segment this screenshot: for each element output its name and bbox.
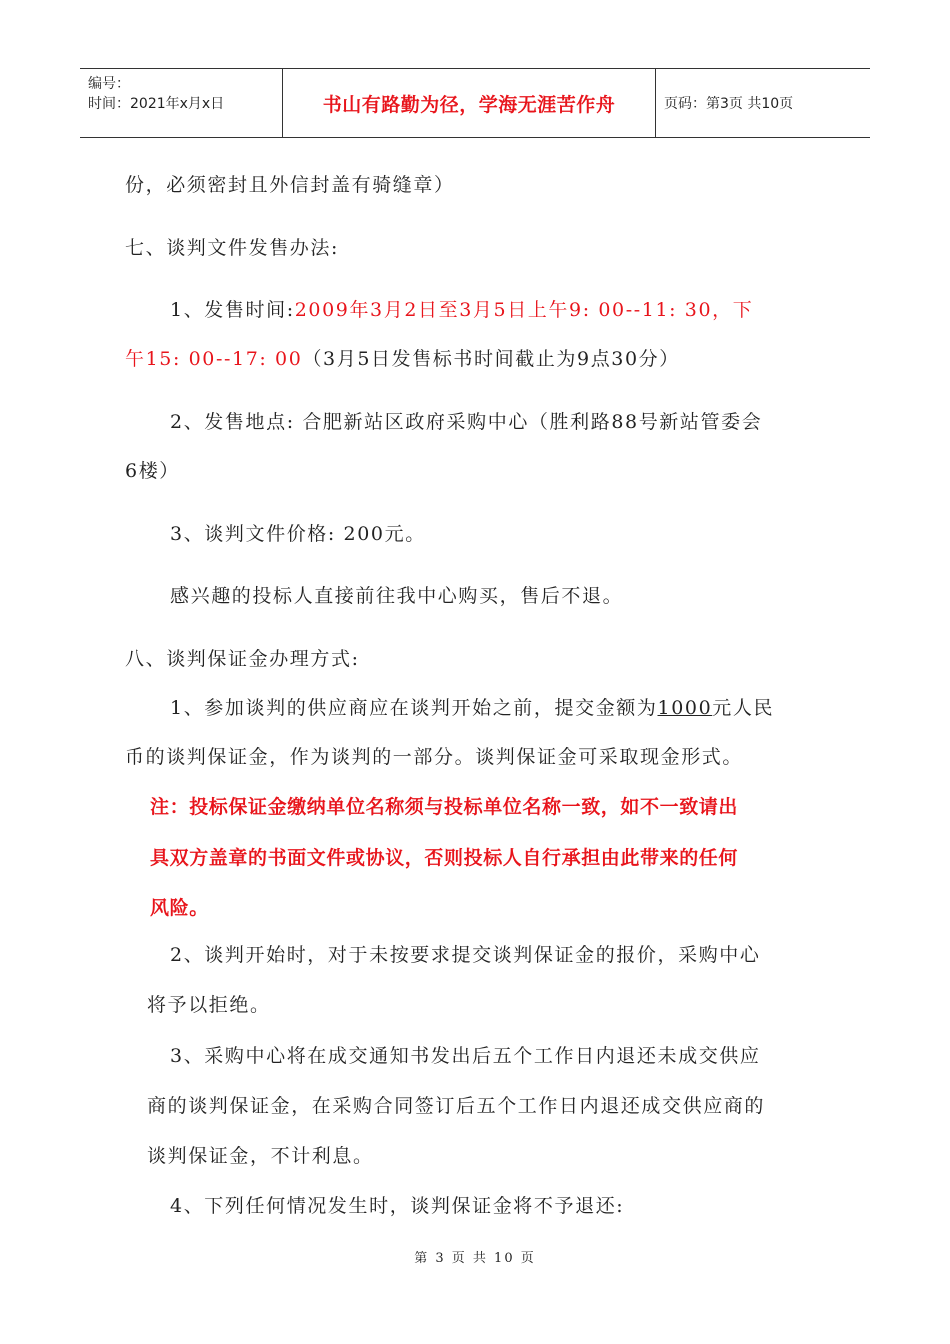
deposit-amount: 1000 — [657, 697, 713, 719]
sale-time-line-1 — [170, 297, 753, 323]
header-page-code: 页码：第3页 共10页 — [664, 96, 794, 112]
deposit-item-4: 4、下列任何情况发生时，谈判保证金将不予退还: — [170, 1195, 625, 1217]
sale-location-line-2: 6楼） — [125, 460, 180, 482]
paragraph-line: 份，必须密封且外信封盖有骑缝章） — [125, 174, 455, 196]
purchase-note: 感兴趣的投标人直接前往我中心购买，售后不退。 — [170, 585, 624, 607]
header-motto: 书山有路勤为径，学海无涯苦作舟 — [322, 93, 616, 116]
sale-time-value: 2009年3月2日至3月5日上午9: 00--11: 30，下 — [294, 299, 754, 321]
sale-location-line-1: 2、发售地点: 合肥新站区政府采购中心（胜利路88号新站管委会 — [170, 411, 763, 433]
deposit-item-3-line-3: 谈判保证金，不计利息。 — [147, 1145, 374, 1167]
header-meta — [88, 69, 283, 137]
deposit-item-2-line-1: 2、谈判开始时，对于未按要求提交谈判保证金的报价，采购中心 — [170, 944, 761, 966]
deposit-item-2-line-2: 将予以拒绝。 — [147, 994, 271, 1016]
header-page-code-cell — [664, 69, 864, 137]
deposit-warning-line-3: 风险。 — [150, 897, 209, 919]
sale-time-value-cont: 午15: 00--17: 00 — [125, 348, 303, 370]
deposit-item-1-line-2: 币的谈判保证金，作为谈判的一部分。谈判保证金可采取现金形式。 — [125, 746, 744, 768]
section-8-title: 八、谈判保证金办理方式: — [125, 648, 360, 670]
document-price: 3、谈判文件价格: 200元。 — [170, 523, 426, 545]
deposit-item-3-line-2: 商的谈判保证金，在采购合同签订后五个工作日内退还成交供应商的 — [147, 1095, 766, 1117]
header-motto-cell — [283, 69, 655, 137]
sale-time-note: （3月5日发售标书时间截止为9点30分） — [302, 348, 680, 370]
deposit-item-1-line-1 — [170, 695, 774, 721]
deposit-currency: 元人民 — [712, 697, 775, 719]
page-header — [80, 68, 870, 138]
deposit-item-1-text: 1、参加谈判的供应商应在谈判开始之前，提交金额为 — [170, 697, 658, 719]
header-divider-right — [655, 69, 656, 137]
page-footer: 第 3 页 共 10 页 — [414, 1251, 536, 1266]
deposit-warning-line-2: 具双方盖章的书面文件或协议，否则投标人自行承担由此带来的任何 — [150, 847, 739, 869]
deposit-warning-line-1: 注：投标保证金缴纳单位名称须与投标单位名称一致，如不一致请出 — [150, 796, 739, 818]
document-number-label: 编号： — [88, 76, 130, 92]
section-7-title: 七、谈判文件发售办法: — [125, 237, 340, 259]
document-date-label: 时间：2021年x月x日 — [88, 96, 225, 112]
sale-time-line-2 — [125, 346, 680, 372]
sale-time-label: 1、发售时间: — [170, 299, 295, 321]
deposit-item-3-line-1: 3、采购中心将在成交通知书发出后五个工作日内退还未成交供应 — [170, 1045, 761, 1067]
